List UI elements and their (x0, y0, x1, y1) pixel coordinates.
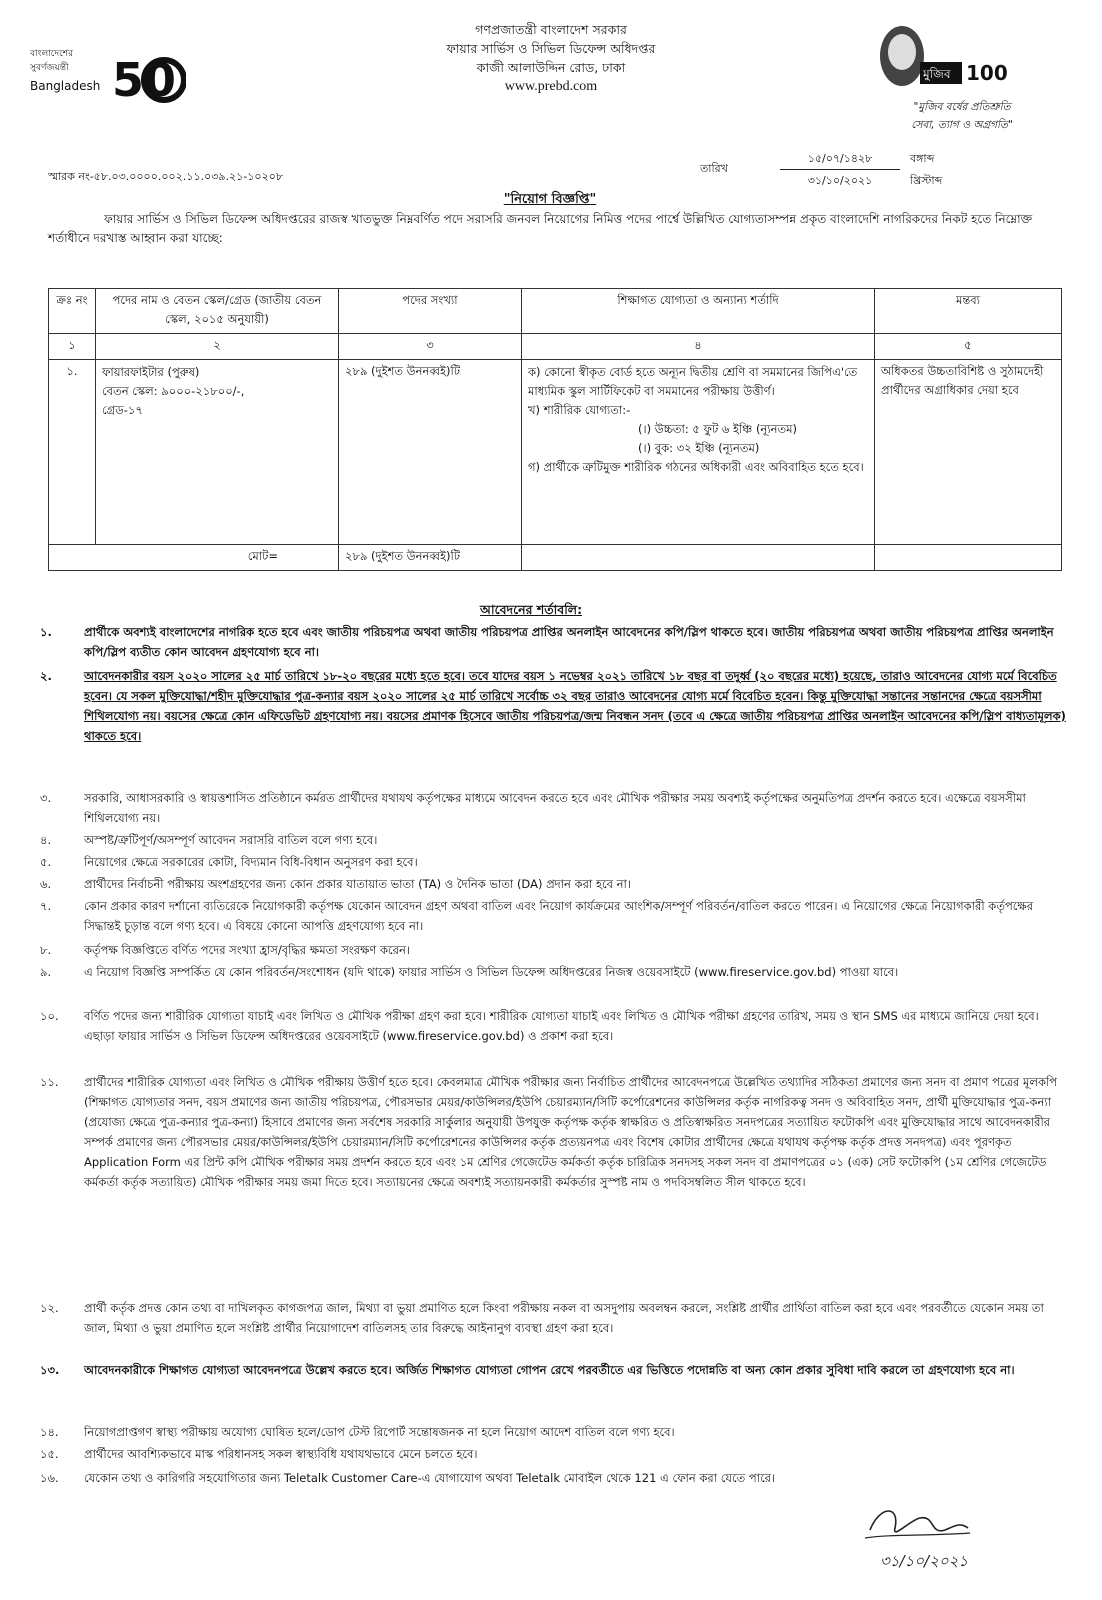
term-number: ৫. (40, 855, 52, 869)
qualification-b: খ) শারীরিক যোগ্যতা:- (528, 403, 631, 417)
total-empty (522, 545, 875, 571)
date-label: তারিখ (700, 162, 728, 175)
table-header-row (49, 289, 1062, 334)
date-block (700, 146, 1030, 194)
mujib-caption-1: "মুজিব বর্ষের প্রতিশ্রুতি (913, 101, 1011, 113)
column-number-row (49, 334, 1062, 360)
term-text: প্রার্থীদের শারীরিক যোগ্যতা এবং লিখিত ও মৌখিক পরীক্ষায় উত্তীর্ণ হতে হবে। কেবলমাত্র মৌখিক পরীক্ষার জন্য নির্বাচিত প্রার্থীদের আবেদনপত্রে উল্লেখিত তথ্যাদির সঠিকতা প্রমাণের জন্য সনদ বা প্রমাণ পত্রের মূলকপি (শিক্ষাগত যোগ্যতার সনদ, বয়স প্রমাণের জন্য জাতীয় পরিচয়পত্র, পৌরসভার মেয়র/কাউন্সিলর/ইউপি চেয়ারম্যান/সিটি কর্পোরেশনের কাউন্সিলর কর্তৃক নাগরিকত্ব সনদ ও অবিবাহিত সনদ, প্রার্থী মুক্তিযোদ্ধার পুত্র-কন্যা (প্রযোজ্য ক্ষেত্রে পুত্র-কন্যার পুত্র-কন্যা) হিসাবে প্রমাণের জন্য সর্বশেষ সরকারি সার্কুলার অনুযায়ী উপযুক্ত কর্তৃপক্ষ কর্তৃক স্বাক্ষরিত ও প্রতিস্বাক্ষরিত সনদপত্রের সত্যায়িত ফটোকপি এবং মুক্তিযোদ্ধার সাথে আবেদনকারীর সম্পর্ক প্রমাণের জন্য পৌরসভার মেয়র/কাউন্সিলর/ইউপি চেয়ারম্যান/সিটি কর্পোরেশনের কাউন্সিলর কর্তৃক প্রত্যয়নপত্র এবং বিশেষ কোটার প্রার্থীদের ক্ষেত্রে যথাযথ কর্তৃপক্ষ কর্তৃক প্রদত্ত সনদপত্র) এবং পূরণকৃত Application Form এর প্রিন্ট কপি মৌখিক পরীক্ষার সময় প্রদর্শন করতে হবে এবং ১ম শ্রেণির গেজেটেড কর্মকর্তা কর্তৃক চারিত্রিক সনদসহ সকল সনদ বা প্রমাণপত্রের ০১ (এক) সেট ফটোকপি (১ম শ্রেণির গেজেটেড কর্মকর্তা কর্তৃক সত্যায়িত) মৌখিক পরীক্ষার সময় জমা দিতে হবে। সত্যায়নের ক্ষেত্রে অবশ্যই সত্যায়নকারী কর্মকর্তার সুস্পষ্ট নাম ও পদবিসম্বলিত সীল থাকতে হবে। (84, 1075, 1058, 1189)
qualification-height: (।) উচ্চতা: ৫ ফুট ৬ ইঞ্চি (ন্যূনতম) (638, 422, 798, 436)
logo-brand: Bangladesh (30, 79, 101, 93)
term-number: ৬. (40, 877, 52, 891)
header-serial: ক্রঃ নং (49, 289, 96, 334)
col-number: ১ (49, 334, 96, 360)
govt-name: গণপ্রজাতন্ত্রী বাংলাদেশ সরকার (475, 22, 627, 37)
row-count: ২৮৯ (দুইশত উননব্বই)টি (339, 360, 522, 545)
signature (850, 1500, 1050, 1580)
requirements-title: আবেদনের শর্তাবলি: (480, 602, 583, 617)
term-text: প্রার্থী কর্তৃক প্রদত্ত কোন তথ্য বা দাখিলকৃত কাগজপত্র জাল, মিথ্যা বা ভুয়া প্রমাণিত হলে কিংবা পরীক্ষায় নকল বা অসদুপায় অবলম্বন করলে, সংশ্লিষ্ট প্রার্থীর প্রার্থিতা বাতিল করা হবে এবং পরবর্তীতে যেকোন সময় তা জাল, মিথ্যা ও ভুয়া প্রমাণিত হলে সংশ্লিষ্ট প্রার্থীর নিয়োগাদেশ বাতিলসহ তার বিরুদ্ধে আইনানুগ ব্যবস্থা গ্রহণ করা হবে। (84, 1301, 1044, 1335)
col-number: ৫ (875, 334, 1062, 360)
row-remarks: অধিকতর উচ্চতাবিশিষ্ট ও সুঠামদেহী প্রার্থীদের অগ্রাধিকার দেয়া হবে (875, 360, 1062, 545)
total-label: মোট= (49, 545, 339, 571)
total-empty (875, 545, 1062, 571)
term-number: ১. (40, 625, 52, 639)
header-count: পদের সংখ্যা (339, 289, 522, 334)
term-number: ৯. (40, 965, 52, 979)
term-text: এ নিয়োগ বিজ্ঞপ্তি সম্পর্কিত যে কোন পরিবর্তন/সংশোধন (যদি থাকে) ফায়ার সার্ভিস ও সিভিল ডিফেন্স অধিদপ্তরের নিজস্ব ওয়েবসাইটে (www.fireservice.gov.bd) পাওয়া যাবে। (84, 965, 899, 979)
term-text: আবেদনকারীকে শিক্ষাগত যোগ্যতা আবেদনপত্রে উল্লেখ করতে হবে। অর্জিত শিক্ষাগত যোগ্যতা গোপন রেখে পরবর্তীতে এর ভিত্তিতে পদোন্নতি বা অন্য কোন প্রকার সুবিধা দাবি করলে তা গ্রহণযোগ্য হবে না। (84, 1363, 1015, 1377)
term-text: কর্তৃপক্ষ বিজ্ঞপ্তিতে বর্ণিত পদের সংখ্যা হ্রাস/বৃদ্ধির ক্ষমতা সংরক্ষণ করেন। (84, 943, 410, 957)
term-number: ১১. (40, 1075, 59, 1089)
vacancy-table (48, 288, 1062, 571)
col-number: ৪ (522, 334, 875, 360)
qualification-a: ক) কোনো স্বীকৃত বোর্ড হতে অন্যূন দ্বিতীয় শ্রেণি বা সমমানের জিপিএ'তে মাধ্যমিক স্কুল সার্টিফিকেট বা সমমানের পরীক্ষায় উত্তীর্ণ। (528, 365, 858, 398)
mujib-caption-2: সেবা, ত্যাগ ও অগ্রগতি" (911, 119, 1013, 131)
row-serial: ১. (49, 360, 96, 545)
term-number: ১২. (40, 1301, 59, 1315)
term-number: ৭. (40, 899, 52, 913)
term-text: নিয়োগের ক্ষেত্রে সরকারের কোটা, বিদ্যমান বিধি-বিধান অনুসরণ করা হবে। (84, 855, 418, 869)
english-unit: খ্রিস্টাব্দ (910, 174, 943, 187)
term-number: ১৫. (40, 1447, 59, 1461)
col-number: ২ (96, 334, 339, 360)
pay-scale: বেতন স্কেল: ৯০০০-২১৮০০/-, (102, 384, 245, 398)
grade: গ্রেড-১৭ (102, 403, 143, 417)
term-number: ৪. (40, 833, 52, 847)
mujib-badge: মুজিব (923, 67, 951, 81)
term-text: প্রার্থীকে অবশ্যই বাংলাদেশের নাগরিক হতে হবে এবং জাতীয় পরিচয়পত্র অথবা জাতীয় পরিচয়পত্র প্রাপ্তির অনলাইন আবেদনের কপি/স্লিপ থাকতে হবে। জাতীয় পরিচয়পত্র অথবা জাতীয় পরিচয়পত্র প্রাপ্তির অনলাইন কপি/স্লিপ ব্যতীত কোন আবেদন গ্রহণযোগ্য হবে না। (84, 625, 1054, 659)
term-text: অস্পষ্ট/ত্রুটিপূর্ণ/অসম্পূর্ণ আবেদন সরাসরি বাতিল বলে গণ্য হবে। (84, 833, 378, 847)
english-date: ৩১/১০/২০২১ (807, 174, 873, 187)
notice-title: "নিয়োগ বিজ্ঞপ্তি" (503, 192, 597, 207)
department-name: ফায়ার সার্ভিস ও সিভিল ডিফেন্স অধিদপ্তর (446, 41, 656, 56)
term-text: যেকোন তথ্য ও কারিগরি সহযোগিতার জন্য Teletalk Customer Care-এ যোগাযোগ অথবা Teletalk মোবাইল থেকে 121 এ ফোন করা যেতে পারে। (84, 1471, 776, 1485)
logo-text-2: সুবর্ণজয়ন্তী (30, 63, 69, 73)
header-remarks: মন্তব্য (875, 289, 1062, 334)
term-number: ১৩. (40, 1363, 60, 1377)
total-value: ২৮৯ (দুইশত উননব্বই)টি (339, 545, 522, 571)
term-number: ৩. (40, 791, 52, 805)
term-number: ৮. (40, 943, 52, 957)
letterhead (300, 20, 802, 96)
term-number: ১০. (40, 1009, 59, 1023)
term-text: প্রার্থীদের নির্বাচনী পরীক্ষায় অংশগ্রহণের জন্য কোন প্রকার যাতায়াত ভাতা (TA) ও দৈনিক ভাতা (DA) প্রদান করা হবে না। (84, 877, 631, 891)
term-text: নিয়োগপ্রাপ্তগণ স্বাস্থ্য পরীক্ষায় অযোগ্য ঘোষিত হলে/ডোপ টেস্ট রিপোর্ট সন্তোষজনক না হলে নিয়োগ আদেশ বাতিল বলে গণ্য হবে। (84, 1425, 675, 1439)
term-text: প্রার্থীদের আবশ্যিকভাবে মাস্ক পরিধানসহ সকল স্বাস্থ্যবিধি যথাযথভাবে মেনে চলতে হবে। (84, 1447, 478, 1461)
term-text: বর্ণিত পদের জন্য শারীরিক যোগ্যতা যাচাই এবং লিখিত ও মৌখিক পরীক্ষা গ্রহণ করা হবে। শারীরিক যোগ্যতা যাচাই এবং লিখিত ও মৌখিক পরীক্ষা গ্রহণের তারিখ, সময় ও স্থান SMS এর মাধ্যমে জানিয়ে দেয়া হবে। এছাড়া ফায়ার সার্ভিস ও সিভিল ডিফেন্স অধিদপ্তরের ওয়েবসাইটে (www.fireservice.gov.bd) ও প্রকাশ করা হবে। (84, 1009, 1039, 1043)
qualification-c: গ) প্রার্থীকে ত্রুটিমুক্ত শারীরিক গঠনের অধিকারী এবং অবিবাহিত হতে হবে। (528, 460, 864, 474)
row-post (96, 360, 339, 545)
term-number: ১৬. (40, 1471, 59, 1485)
mujib-100-logo (862, 18, 1062, 138)
logo-text-1: বাংলাদেশের (30, 49, 74, 59)
mujib-number: 100 (966, 61, 1008, 85)
total-row (49, 545, 1062, 571)
bangla-date: ১৫/০৭/১৪২৮ (780, 150, 900, 170)
term-text: সরকারি, আধাসরকারি ও স্বায়ত্তশাসিত প্রতিষ্ঠানে কর্মরত প্রার্থীদের যথাযথ কর্তৃপক্ষের মাধ্যমে আবেদন করতে হবে এবং মৌখিক পরীক্ষার সময় অবশ্যই কর্তৃপক্ষের অনুমতিপত্র প্রদর্শন করতে হবে। এক্ষেত্রে বয়সসীমা শিথিলযোগ্য নয়। (84, 791, 1026, 825)
col-number: ৩ (339, 334, 522, 360)
term-text: আবেদনকারীর বয়স ২০২০ সালের ২৫ মার্চ তারিখে ১৮-২০ বছরের মধ্যে হতে হবে। তবে যাদের বয়স ১ নভেম্বর ২০২১ তারিখে ১৮ বছর বা তদুর্ধ্ব (২০ বছরের মধ্যে) হয়েছে, তারাও আবেদনের যোগ্য মর্মে বিবেচিত হবেন। যে সকল মুক্তিযোদ্ধা/শহীদ মুক্তিযোদ্ধার পুত্র-কন্যার বয়স ২০২০ সালের ২৫ মার্চ তারিখে সর্বোচ্চ ৩২ বছর তারাও আবেদনের যোগ্য মর্মে বিবেচিত হবেন। কিন্তু মুক্তিযোদ্ধা সন্তানের সন্তানদের ক্ষেত্রে বয়সসীমা শিথিলযোগ্য নয়। বয়সের ক্ষেত্রে কোন এফিডেভিট গ্রহণযোগ্য নয়। বয়সের প্রমাণক হিসেবে জাতীয় পরিচয়পত্র/জন্ম নিবন্ধন সনদ (তবে এ ক্ষেত্রে জাতীয় পরিচয়পত্র প্রাপ্তির অনলাইন আবেদনের কপি/স্লিপ বাধ্যতামূলক) থাকতে হবে। (84, 669, 1066, 743)
website: www.prebd.com (504, 79, 598, 94)
golden-jubilee-logo (26, 38, 186, 110)
table-row (49, 360, 1062, 545)
post-name: ফায়ারফাইটার (পুরুষ) (102, 365, 200, 379)
term-text: কোন প্রকার কারণ দর্শানো ব্যতিরেকে নিয়োগকারী কর্তৃপক্ষ যেকোন আবেদন গ্রহণ অথবা বাতিল এবং নিয়োগ কার্যক্রমের আংশিক/সম্পূর্ণ পরিবর্তন/বাতিল করতে পারেন। এ নিয়োগের ক্ষেত্রে নিয়োগকারী কর্তৃপক্ষের সিদ্ধান্তই চূড়ান্ত বলে গণ্য হবে। এ বিষয়ে কোনো আপত্তি গ্রহণযোগ্য হবে না। (84, 899, 1034, 933)
signature-date: ৩১/১০/২০২১ (880, 1552, 969, 1570)
header-qualification: শিক্ষাগত যোগ্যতা ও অন্যান্য শর্তাদি (522, 289, 875, 334)
department-address: কাজী আলাউদ্দিন রোড, ঢাকা (476, 60, 626, 75)
term-number: ২. (40, 669, 52, 683)
row-qualification (522, 360, 875, 545)
notice-intro: ফায়ার সার্ভিস ও সিভিল ডিফেন্স অধিদপ্তরের রাজস্ব খাতভুক্ত নিম্নবর্ণিত পদে সরাসরি জনবল নিয়োগের নিমিত্ত পদের পার্শ্বে উল্লিখিত যোগ্যতাসম্পন্ন প্রকৃত বাংলাদেশি নাগরিকদের নিকট হতে নিম্নোক্ত শর্তাধীনে দরখাস্ত আহ্বান করা যাচ্ছে: (48, 212, 1033, 245)
qualification-chest: (।) বুক: ৩২ ইঞ্চি (ন্যূনতম) (638, 441, 760, 455)
bangla-unit: বঙ্গাব্দ (910, 152, 935, 165)
term-number: ১৪. (40, 1425, 59, 1439)
logo-number: 50 (112, 53, 177, 107)
header-post: পদের নাম ও বেতন স্কেল/গ্রেড (জাতীয় বেতন স্কেল, ২০১৫ অনুযায়ী) (96, 289, 339, 334)
memo-number: স্মারক নং-৫৮.০৩.০০০০.০০২.১১.০৩৯.২১-১০২০৮ (48, 170, 284, 183)
